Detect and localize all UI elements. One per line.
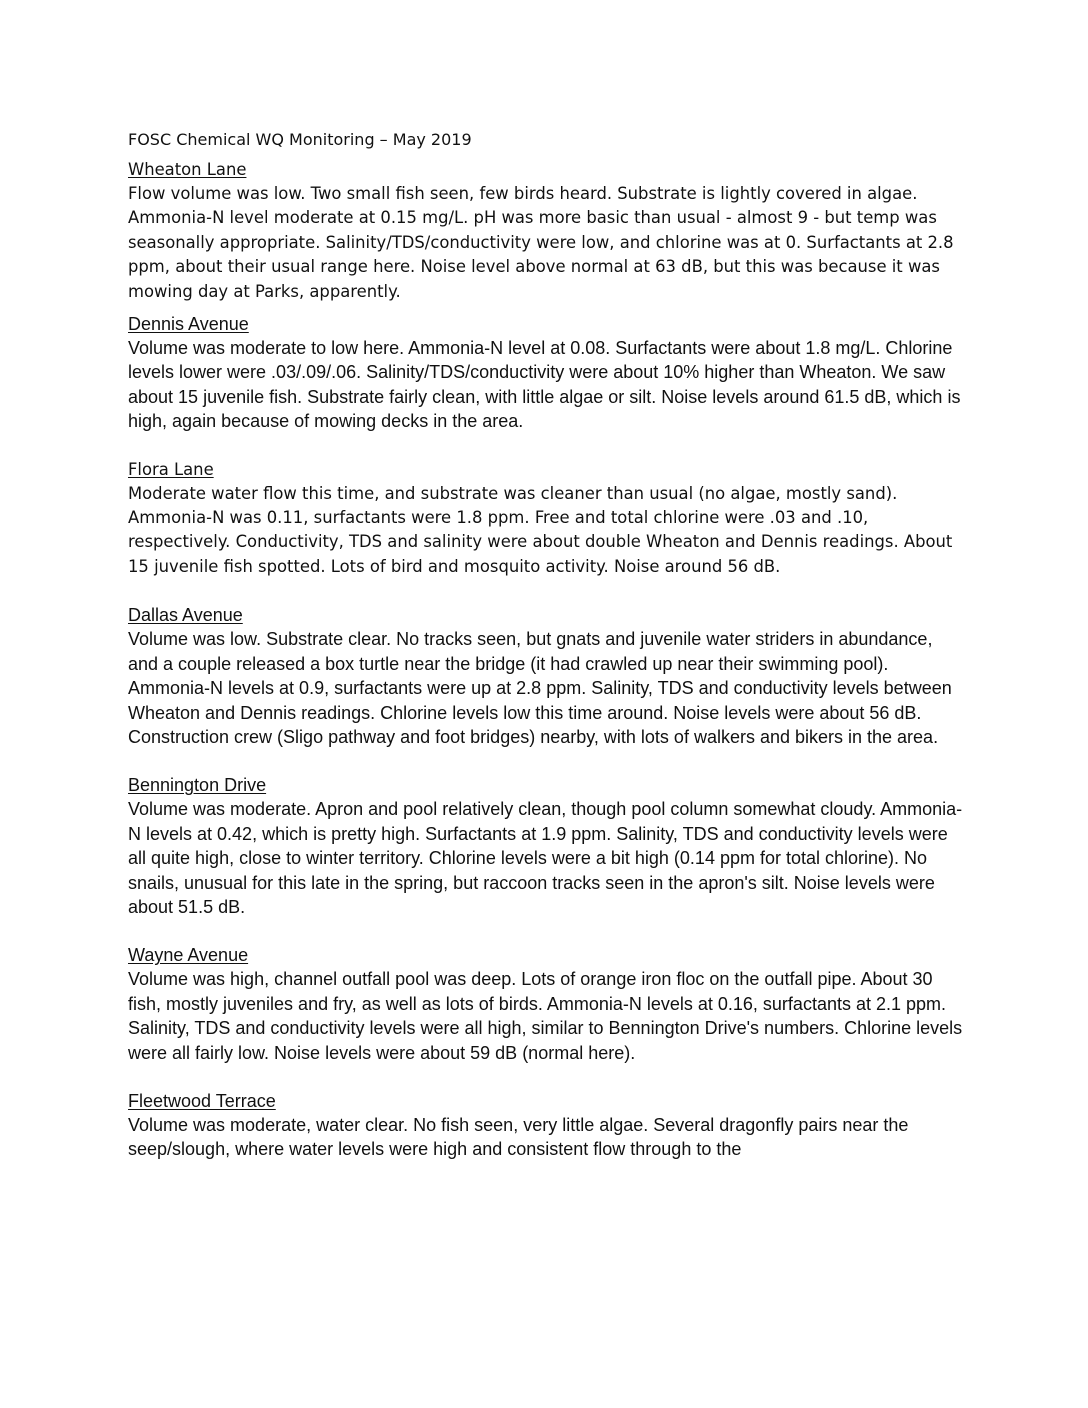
section-body: Volume was moderate, water clear. No fish seen, very little algae. Several dragonfly pairs near the seep/slough, where water levels were high and consistent flow through to the: [128, 1114, 909, 1160]
section-heading: Flora Lane: [128, 459, 214, 479]
section-wheaton-lane: [128, 158, 963, 304]
section-heading: Dallas Avenue: [128, 605, 243, 626]
document-title: FOSC Chemical WQ Monitoring – May 2019: [128, 130, 472, 149]
spacer: [128, 919, 963, 943]
section-body: Volume was moderate to low here. Ammonia-N level at 0.08. Surfactants were about 1.8 mg/L. Chlorine levels lower were .03/.09/.06. Salinity/TDS/conductivity were about 10% higher than Wheaton. We saw about 15 juvenile fish. Substrate fairly clean, with little algae or silt. Noise levels around 61.5 dB, which is high, again because of mowing decks in the area.: [128, 338, 961, 432]
section-dennis-avenue: [128, 312, 963, 434]
section-heading: Bennington Drive: [128, 775, 267, 796]
section-body: Moderate water flow this time, and substrate was cleaner than usual (no algae, mostly sand). Ammonia-N was 0.11, surfactants were 1.8 ppm. Free and total chlorine were .03 and .10, respectively. Conductivity, TDS and salinity were about double Wheaton and Dennis readings. About 15 juvenile fish spotted. Lots of bird and mosquito activity. Noise around 56 dB.: [128, 483, 953, 576]
section-body: Flow volume was low. Two small fish seen, few birds heard. Substrate is lightly covered in algae. Ammonia-N level moderate at 0.15 mg/L. pH was more basic than usual - almost 9 - but temp was seasonally appropriate. Salinity/TDS/conductivity were low, and chlorine was at 0. Surfactants at 2.8 ppm, about their usual range here. Noise level above normal at 63 dB, but this was because it was mowing day at Parks, apparently.: [128, 184, 954, 301]
section-dallas-avenue: [128, 603, 963, 749]
spacer: [128, 579, 963, 603]
spacer: [128, 304, 963, 312]
section-heading: Wayne Avenue: [128, 945, 249, 966]
spacer: [128, 434, 963, 458]
section-flora-lane: [128, 458, 963, 580]
section-bennington-drive: [128, 773, 963, 919]
spacer: [128, 749, 963, 773]
section-body: Volume was moderate. Apron and pool relatively clean, though pool column somewhat cloudy. Ammonia-N levels at 0.42, which is pretty high. Surfactants at 1.9 ppm. Salinity, TDS and conductivity levels were all quite high, close to winter territory. Chlorine levels were a bit high (0.14 ppm for total chlorine). No snails, unusual for this late in the spring, but raccoon tracks seen in the apron's silt. Noise levels were about 51.5 dB.: [128, 799, 963, 917]
section-heading: Wheaton Lane: [128, 160, 247, 179]
section-wayne-avenue: [128, 943, 963, 1065]
section-body: Volume was high, channel outfall pool was deep. Lots of orange iron floc on the outfall pipe. About 30 fish, mostly juveniles and fry, as well as lots of birds. Ammonia-N levels at 0.16, surfactants at 2.1 ppm. Salinity, TDS and conductivity levels were all high, similar to Bennington Drive's numbers. Chlorine levels were all fairly low. Noise levels were about 59 dB (normal here).: [128, 969, 963, 1063]
section-heading: Fleetwood Terrace: [128, 1090, 276, 1111]
section-heading: Dennis Avenue: [128, 314, 249, 335]
section-body: Volume was low. Substrate clear. No tracks seen, but gnats and juvenile water striders in abundance, and a couple released a box turtle near the bridge (it had crawled up near their swimming pool). Ammonia-N levels at 0.9, surfactants were up at 2.8 ppm. Salinity, TDS and conductivity levels between Wheaton and Dennis readings. Chlorine levels low this time around. Noise levels were about 56 dB. Construction crew (Sligo pathway and foot bridges) nearby, with lots of walkers and bikers in the area.: [128, 629, 952, 747]
section-fleetwood-terrace: [128, 1089, 963, 1162]
spacer: [128, 1065, 963, 1089]
document-page: [128, 128, 963, 1162]
